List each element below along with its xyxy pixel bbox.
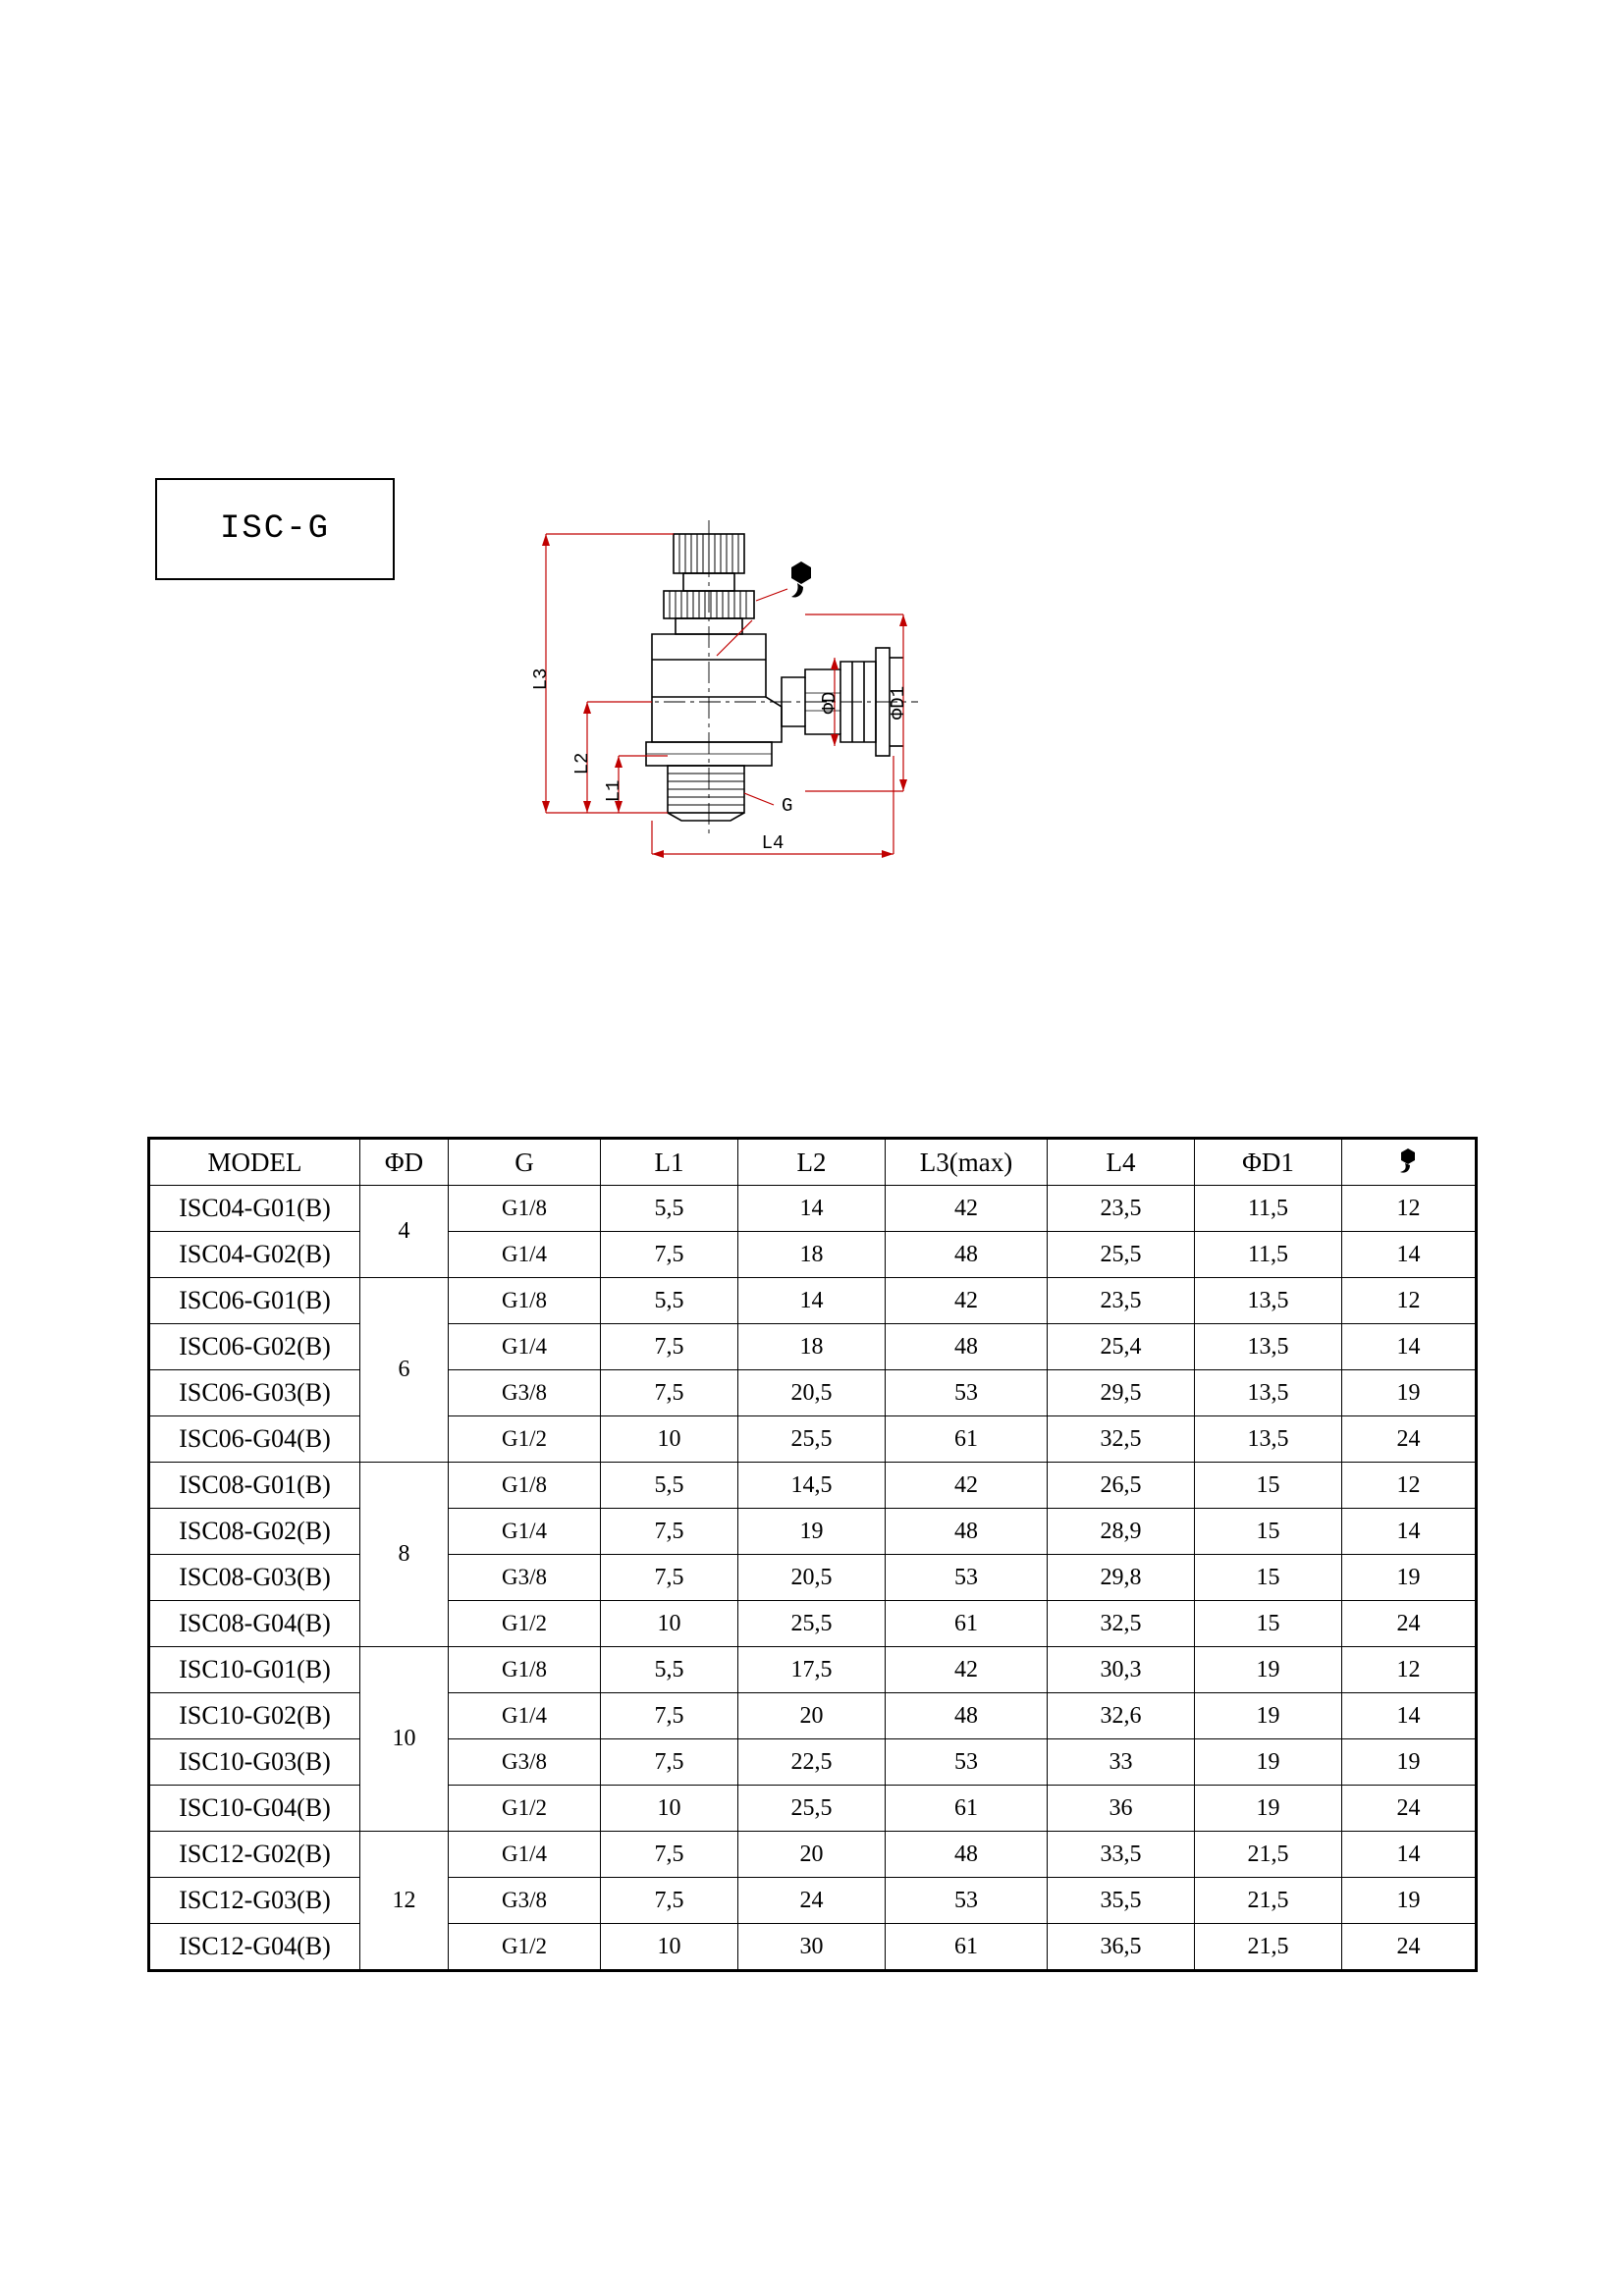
cell-phi-d1: 11,5	[1195, 1232, 1342, 1278]
cell-l4: 23,5	[1048, 1186, 1195, 1232]
cell-model: ISC06-G01(B)	[149, 1278, 360, 1324]
cell-l3: 42	[886, 1278, 1048, 1324]
cell-l3: 42	[886, 1647, 1048, 1693]
cell-l1: 5,5	[601, 1186, 738, 1232]
cell-model: ISC12-G03(B)	[149, 1878, 360, 1924]
cell-l2: 17,5	[738, 1647, 886, 1693]
table-header-row	[149, 1139, 1477, 1186]
cell-l2: 18	[738, 1324, 886, 1370]
cell-model: ISC12-G04(B)	[149, 1924, 360, 1971]
header-phi-d: ΦD	[360, 1139, 449, 1186]
cell-hex: 19	[1342, 1878, 1477, 1924]
cell-l1: 7,5	[601, 1832, 738, 1878]
cell-l1: 7,5	[601, 1509, 738, 1555]
cell-hex: 19	[1342, 1555, 1477, 1601]
cell-phi-d1: 19	[1195, 1693, 1342, 1739]
table-row	[149, 1555, 1477, 1601]
table-row	[149, 1186, 1477, 1232]
table-row	[149, 1878, 1477, 1924]
cell-g: G1/2	[449, 1601, 601, 1647]
cell-phi-d1: 13,5	[1195, 1370, 1342, 1416]
cell-l4: 33,5	[1048, 1832, 1195, 1878]
cell-g: G3/8	[449, 1878, 601, 1924]
cell-model: ISC06-G02(B)	[149, 1324, 360, 1370]
cell-l1: 7,5	[601, 1878, 738, 1924]
cell-l2: 25,5	[738, 1786, 886, 1832]
cell-l1: 5,5	[601, 1463, 738, 1509]
cell-l1: 10	[601, 1601, 738, 1647]
cell-phi-d1: 21,5	[1195, 1832, 1342, 1878]
header-l2: L2	[738, 1139, 886, 1186]
cell-l1: 7,5	[601, 1232, 738, 1278]
cell-l2: 20	[738, 1832, 886, 1878]
dim-label-L4: L4	[761, 832, 785, 854]
cell-l3: 48	[886, 1693, 1048, 1739]
cell-model: ISC08-G04(B)	[149, 1601, 360, 1647]
model-series-title-box	[155, 478, 395, 580]
header-g: G	[449, 1139, 601, 1186]
cell-phi-d1: 13,5	[1195, 1278, 1342, 1324]
table-row	[149, 1463, 1477, 1509]
cell-l3: 53	[886, 1555, 1048, 1601]
cell-hex: 12	[1342, 1647, 1477, 1693]
cell-l4: 29,8	[1048, 1555, 1195, 1601]
cell-l3: 48	[886, 1324, 1048, 1370]
cell-l1: 7,5	[601, 1324, 738, 1370]
hex-key-icon	[1397, 1148, 1421, 1173]
cell-l3: 53	[886, 1878, 1048, 1924]
cell-model: ISC12-G02(B)	[149, 1832, 360, 1878]
cell-l1: 7,5	[601, 1693, 738, 1739]
dim-label-L2: L2	[571, 752, 593, 775]
table-row	[149, 1786, 1477, 1832]
cell-l2: 30	[738, 1924, 886, 1971]
cell-model: ISC08-G02(B)	[149, 1509, 360, 1555]
cell-g: G3/8	[449, 1555, 601, 1601]
cell-hex: 19	[1342, 1370, 1477, 1416]
cell-model: ISC06-G03(B)	[149, 1370, 360, 1416]
header-model: MODEL	[149, 1139, 360, 1186]
table-row	[149, 1232, 1477, 1278]
table-row	[149, 1324, 1477, 1370]
cell-l2: 20,5	[738, 1370, 886, 1416]
cell-model: ISC10-G03(B)	[149, 1739, 360, 1786]
table-row	[149, 1693, 1477, 1739]
cell-l4: 35,5	[1048, 1878, 1195, 1924]
dim-label-phiD: ΦD	[819, 691, 840, 715]
cell-hex: 24	[1342, 1601, 1477, 1647]
dim-label-L3: L3	[530, 667, 552, 691]
cell-l1: 5,5	[601, 1278, 738, 1324]
cell-l2: 25,5	[738, 1601, 886, 1647]
cell-l2: 20	[738, 1693, 886, 1739]
cell-l2: 14,5	[738, 1463, 886, 1509]
cell-hex: 14	[1342, 1232, 1477, 1278]
cell-l3: 42	[886, 1186, 1048, 1232]
cell-g: G1/4	[449, 1509, 601, 1555]
cell-model: ISC08-G01(B)	[149, 1463, 360, 1509]
table-row	[149, 1647, 1477, 1693]
cell-g: G1/8	[449, 1463, 601, 1509]
cell-model: ISC10-G01(B)	[149, 1647, 360, 1693]
cell-l2: 19	[738, 1509, 886, 1555]
cell-l3: 53	[886, 1370, 1048, 1416]
cell-l4: 33	[1048, 1739, 1195, 1786]
table-row	[149, 1416, 1477, 1463]
dim-label-phiD1: ΦD1	[888, 685, 909, 721]
specification-table	[147, 1137, 1478, 1972]
cell-hex: 12	[1342, 1463, 1477, 1509]
header-phi-d1: ΦD1	[1195, 1139, 1342, 1186]
cell-g: G1/4	[449, 1324, 601, 1370]
cell-phi-d1: 21,5	[1195, 1878, 1342, 1924]
cell-hex: 24	[1342, 1416, 1477, 1463]
cell-l4: 32,5	[1048, 1601, 1195, 1647]
cell-l1: 7,5	[601, 1555, 738, 1601]
cell-g: G1/4	[449, 1232, 601, 1278]
table-row	[149, 1601, 1477, 1647]
cell-l4: 36	[1048, 1786, 1195, 1832]
cell-g: G1/2	[449, 1416, 601, 1463]
cell-l4: 25,4	[1048, 1324, 1195, 1370]
header-l3-max: L3(max)	[886, 1139, 1048, 1186]
table-row	[149, 1832, 1477, 1878]
table-row	[149, 1509, 1477, 1555]
cell-phi-d: 8	[360, 1463, 449, 1647]
cell-l4: 36,5	[1048, 1924, 1195, 1971]
cell-g: G1/4	[449, 1693, 601, 1739]
cell-phi-d: 4	[360, 1186, 449, 1278]
cell-g: G3/8	[449, 1370, 601, 1416]
cell-l2: 20,5	[738, 1555, 886, 1601]
cell-l2: 14	[738, 1278, 886, 1324]
cell-hex: 14	[1342, 1832, 1477, 1878]
cell-model: ISC04-G01(B)	[149, 1186, 360, 1232]
cell-l3: 61	[886, 1416, 1048, 1463]
cell-model: ISC04-G02(B)	[149, 1232, 360, 1278]
cell-l3: 42	[886, 1463, 1048, 1509]
cell-l3: 61	[886, 1601, 1048, 1647]
cell-phi-d1: 13,5	[1195, 1416, 1342, 1463]
header-hex-key-icon	[1342, 1139, 1477, 1186]
cell-g: G3/8	[449, 1739, 601, 1786]
cell-g: G1/8	[449, 1647, 601, 1693]
cell-l4: 32,6	[1048, 1693, 1195, 1739]
cell-hex: 14	[1342, 1693, 1477, 1739]
cell-l1: 5,5	[601, 1647, 738, 1693]
cell-l3: 48	[886, 1509, 1048, 1555]
cell-l4: 32,5	[1048, 1416, 1195, 1463]
cell-l3: 53	[886, 1739, 1048, 1786]
cell-l3: 48	[886, 1832, 1048, 1878]
cell-hex: 12	[1342, 1186, 1477, 1232]
cell-l2: 25,5	[738, 1416, 886, 1463]
cell-model: ISC06-G04(B)	[149, 1416, 360, 1463]
cell-phi-d: 10	[360, 1647, 449, 1832]
cell-l1: 7,5	[601, 1739, 738, 1786]
cell-l4: 30,3	[1048, 1647, 1195, 1693]
table-row	[149, 1370, 1477, 1416]
cell-phi-d1: 19	[1195, 1647, 1342, 1693]
cell-g: G1/2	[449, 1924, 601, 1971]
cell-hex: 14	[1342, 1324, 1477, 1370]
cell-l4: 25,5	[1048, 1232, 1195, 1278]
cell-l4: 23,5	[1048, 1278, 1195, 1324]
cell-phi-d1: 21,5	[1195, 1924, 1342, 1971]
cell-l2: 14	[738, 1186, 886, 1232]
header-l4: L4	[1048, 1139, 1195, 1186]
cell-model: ISC10-G04(B)	[149, 1786, 360, 1832]
cell-phi-d1: 15	[1195, 1601, 1342, 1647]
model-series-label: ISC-G	[219, 510, 331, 548]
cell-g: G1/2	[449, 1786, 601, 1832]
cell-hex: 12	[1342, 1278, 1477, 1324]
cell-l1: 7,5	[601, 1370, 738, 1416]
cell-l4: 28,9	[1048, 1509, 1195, 1555]
cell-phi-d1: 15	[1195, 1463, 1342, 1509]
cell-l1: 10	[601, 1416, 738, 1463]
cell-l3: 48	[886, 1232, 1048, 1278]
cell-phi-d1: 19	[1195, 1739, 1342, 1786]
cell-l4: 26,5	[1048, 1463, 1195, 1509]
cell-l1: 10	[601, 1924, 738, 1971]
cell-hex: 19	[1342, 1739, 1477, 1786]
cell-hex: 24	[1342, 1786, 1477, 1832]
table-row	[149, 1739, 1477, 1786]
table-body	[149, 1186, 1477, 1971]
cell-l3: 61	[886, 1924, 1048, 1971]
product-technical-drawing	[511, 510, 1119, 1021]
cell-l4: 29,5	[1048, 1370, 1195, 1416]
cell-hex: 24	[1342, 1924, 1477, 1971]
cell-l2: 22,5	[738, 1739, 886, 1786]
cell-phi-d: 12	[360, 1832, 449, 1971]
cell-phi-d1: 11,5	[1195, 1186, 1342, 1232]
cell-model: ISC10-G02(B)	[149, 1693, 360, 1739]
cell-phi-d1: 19	[1195, 1786, 1342, 1832]
table-row	[149, 1278, 1477, 1324]
dim-label-G: G	[782, 795, 793, 817]
cell-g: G1/4	[449, 1832, 601, 1878]
specification-table-wrapper	[147, 1137, 1475, 1972]
cell-model: ISC08-G03(B)	[149, 1555, 360, 1601]
cell-hex: 14	[1342, 1509, 1477, 1555]
cell-l2: 24	[738, 1878, 886, 1924]
cell-phi-d1: 13,5	[1195, 1324, 1342, 1370]
cell-g: G1/8	[449, 1186, 601, 1232]
table-row	[149, 1924, 1477, 1971]
cell-phi-d: 6	[360, 1278, 449, 1463]
cell-l1: 10	[601, 1786, 738, 1832]
header-l1: L1	[601, 1139, 738, 1186]
cell-l2: 18	[738, 1232, 886, 1278]
cell-l3: 61	[886, 1786, 1048, 1832]
cell-phi-d1: 15	[1195, 1509, 1342, 1555]
hex-key-symbol	[791, 561, 811, 598]
dim-label-L1: L1	[603, 779, 624, 803]
cell-g: G1/8	[449, 1278, 601, 1324]
cell-phi-d1: 15	[1195, 1555, 1342, 1601]
